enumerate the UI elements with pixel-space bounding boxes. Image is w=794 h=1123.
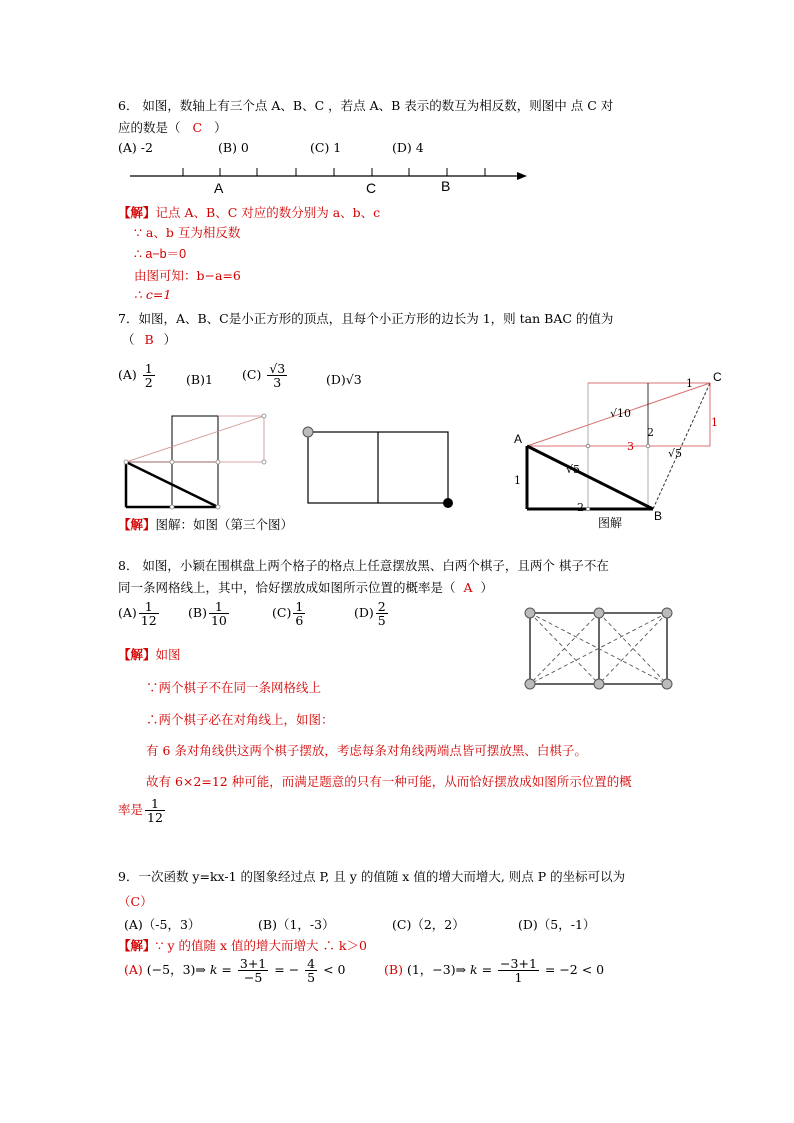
q8-opt-d-fraction: $\frac{2}{5}$ xyxy=(377,599,386,629)
q8-sol-text: 如图 xyxy=(155,647,181,662)
fig3-label-two-bottom: 2 xyxy=(577,501,584,514)
q7-opt-d: (D)√3 xyxy=(326,372,362,387)
q7-line2-prefix: （ xyxy=(122,332,139,347)
q6-solution-line3: ∴ a−b＝0 xyxy=(134,247,187,261)
fig3-label-sqrt10: √10 xyxy=(610,407,632,420)
q8-solution-line4: 故有 6×2=12 种可能，而满足题意的只有一种可能，从而恰好摆放成如图所示位置的概 xyxy=(146,774,632,789)
q8-line2-prefix: 同一条网格线上，其中，恰好摆放成如图所示位置的概率是（ xyxy=(118,580,456,595)
q8-sol-tag: 【解】 xyxy=(118,647,156,662)
fig3-label-c: C xyxy=(713,370,722,384)
q9-work-a-frac1: $\frac{3+1}{-5}$ xyxy=(239,956,267,986)
q8-opt-a-fraction: $\frac{1}{12}$ xyxy=(140,599,157,629)
q7-sol-text: 图解：如图（第三个图） xyxy=(155,517,294,532)
q7-answer: B xyxy=(144,332,154,347)
q8-opt-c-fraction: $\frac{1}{6}$ xyxy=(295,599,304,629)
q9-work-a-frac2: $\frac{4}{5}$ xyxy=(307,956,316,986)
q9-work-a-k: k = xyxy=(209,962,232,978)
q9-solution xyxy=(118,936,367,954)
q7-opt-a: (A) xyxy=(118,367,137,383)
q6-solution-line4: 由图可知：b−a=6 xyxy=(134,268,241,283)
q8-line2-suffix: ） xyxy=(480,580,494,595)
fig3-label-b: B xyxy=(654,509,663,523)
q9-work-b-k: k = xyxy=(470,962,493,978)
q7-sol-tag: 【解】 xyxy=(118,517,156,532)
q9-work-b-point: (1，−3)⇒ xyxy=(406,962,467,978)
q9-option-d: (D)（5，-1） xyxy=(518,917,596,932)
axis-label-c: C xyxy=(366,180,377,196)
q9-work-b-frac: $\frac{-3+1}{1}$ xyxy=(500,956,537,986)
q8-solution-head xyxy=(118,645,181,663)
q9-option-b: (B)（1，-3） xyxy=(258,917,335,932)
q6-line2-suffix: ） xyxy=(214,120,227,135)
fig3-label-one-top: 1 xyxy=(686,377,693,390)
q8-answer: A xyxy=(463,580,473,595)
q9-work-b-end: = −2 < 0 xyxy=(544,962,605,978)
q6-sol-text1: 记点 A、B、C 对应的数分别为 a、b、c xyxy=(155,205,381,220)
q9-line2: （C） xyxy=(118,894,153,909)
q8-solution-line3: 有 6 条对角线供这两个棋子摆放，考虑每条对角线两端点皆可摆放黑、白棋子。 xyxy=(146,743,587,758)
q9-line1: 9．一次函数 y=kx-1 的图象经过点 P, 且 y 的值随 x 值的增大而增大, 则点 P 的坐标可以为 xyxy=(118,869,626,884)
axis-label-a: A xyxy=(214,180,224,196)
q6-sol-tag: 【解】 xyxy=(118,205,156,220)
q7-opt-b: (B)1 xyxy=(186,372,213,387)
q7-opt-c: (C) xyxy=(242,367,262,383)
q6-line2-prefix: 应的数是（ xyxy=(118,120,181,135)
q7-line2-suffix: ） xyxy=(159,332,177,347)
q8-line1: 8． 如图，小颖在围棋盘上两个格子的格点上任意摆放黑、白两个棋子，且两个 棋子不在 xyxy=(118,558,609,573)
q8-opt-c: (C) xyxy=(272,605,292,621)
q8-sol-line5-prefix: 率是 xyxy=(118,802,144,818)
fig3-label-sqrt5a: √5 xyxy=(566,463,581,476)
q8-opt-d: (D) xyxy=(354,605,374,621)
q6-option-d: (D) 4 xyxy=(392,140,424,155)
q8-opt-b: (B) xyxy=(188,605,207,621)
q7-line1: 7．如图，A、B、C是小正方形的顶点，且每个小正方形的边长为 1，则 tan BAC 的值为 xyxy=(118,311,614,326)
q9-work-b xyxy=(384,957,604,984)
q6-answer: C xyxy=(192,120,203,135)
q8-opt-b-fraction: $\frac{1}{10}$ xyxy=(210,599,227,629)
q8-sol-fraction: $\frac{1}{12}$ xyxy=(147,796,163,826)
fig3-label-two: 2 xyxy=(647,426,654,439)
fig3-label-one-left: 1 xyxy=(514,474,521,487)
q9-option-c: (C)（2，2） xyxy=(392,917,465,932)
fig3-label-one-right: 1 xyxy=(711,416,718,429)
q9-work-b-label: (B) xyxy=(384,962,403,978)
q9-work-a-end: < 0 xyxy=(323,962,346,978)
q9-sol-tag: 【解】 xyxy=(118,938,156,953)
fig3-caption: 图解 xyxy=(598,516,623,530)
q8-solution-line5 xyxy=(118,797,167,824)
fig3-label-sqrt5b: √5 xyxy=(668,447,683,460)
q9-work-a-point: (−5，3)⇒ xyxy=(146,962,206,978)
axis-label-b: B xyxy=(441,178,451,194)
q9-work-a-label: (A) xyxy=(124,962,143,978)
fig3-label-three: 3 xyxy=(627,440,634,453)
q8-solution-line1: ∵两个棋子不在同一条网格线上 xyxy=(146,680,322,695)
q8-opt-a: (A) xyxy=(118,605,137,621)
q9-work-a-mid: = − xyxy=(274,962,300,978)
q8-solution-line2: ∴两个棋子必在对角线上，如图： xyxy=(146,712,334,727)
q9-option-a: (A)（-5，3） xyxy=(124,917,201,932)
q6-solution-line5: ∴ c=1 xyxy=(134,287,172,302)
fig3-label-a: A xyxy=(514,432,523,446)
q6-line1: 6． 如图，数轴上有三个点 A、B、C ，若点 A、B 表示的数互为相反数，则图中 点 C 对 xyxy=(118,98,614,113)
q6-option-c: (C) 1 xyxy=(310,140,342,155)
q6-solution-line2: ∵ a、b 互为相反数 xyxy=(134,225,241,240)
q7-opt-a-fraction: $\frac{1}{2}$ xyxy=(144,361,153,391)
q9-work-a xyxy=(124,957,346,984)
q7-opt-c-fraction: $\frac{√3}{3}$ xyxy=(269,361,286,391)
q6-option-b: (B) 0 xyxy=(218,140,249,155)
q6-option-a: (A) -2 xyxy=(118,140,153,155)
q9-sol-text: ∵ y 的值随 x 值的增大而增大 ∴ k＞0 xyxy=(155,938,367,953)
